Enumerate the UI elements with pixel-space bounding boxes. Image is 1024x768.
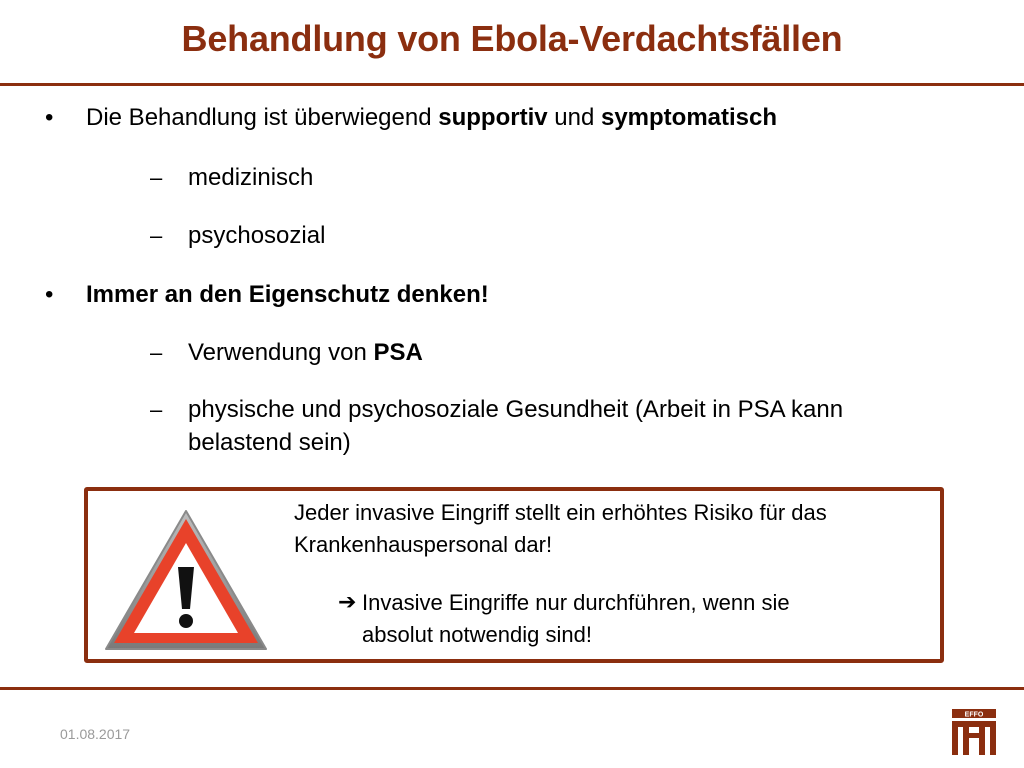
title-divider xyxy=(0,83,1024,86)
warning-triangle-icon xyxy=(102,507,270,655)
sub-bullet-text-line: belastend sein) xyxy=(188,429,351,456)
footer-date: 01.08.2017 xyxy=(60,726,131,742)
sub-bullet-text-line: physische und psychosoziale Gesundheit (Arbeit in PSA kann xyxy=(188,396,844,423)
bullet-text-bold: supportiv xyxy=(438,104,548,131)
sub-bullet-marker: – xyxy=(150,223,163,248)
footer-divider xyxy=(0,687,1024,690)
callout-line: Invasive Eingriffe nur durchführen, wenn sie xyxy=(362,590,790,615)
bullet-marker: • xyxy=(45,104,54,131)
slide-title: Behandlung von Ebola-Verdachtsfällen xyxy=(181,18,843,59)
callout-conclusion xyxy=(362,587,922,651)
sub-bullet-marker: – xyxy=(150,397,163,422)
bullet-text-part: und xyxy=(547,104,601,131)
logo-text: EFFO xyxy=(964,711,984,719)
bullet-text-bold: Immer an den Eigenschutz denken! xyxy=(86,281,489,308)
sub-bullet-text: psychosozial xyxy=(188,222,326,249)
bullet-text xyxy=(86,101,986,134)
effo-logo xyxy=(948,706,1000,758)
sub-bullet-marker: – xyxy=(150,340,163,365)
bullet-text xyxy=(86,278,986,311)
sub-bullet-text: medizinisch xyxy=(188,164,314,191)
bullet-text-part: Die Behandlung ist überwiegend xyxy=(86,104,439,131)
callout-text xyxy=(294,497,934,561)
warning-callout-box xyxy=(84,487,944,663)
bullet-text-bold: symptomatisch xyxy=(600,104,778,131)
bullet-marker: • xyxy=(45,281,54,308)
sub-bullet-text-part: Verwendung von xyxy=(188,339,374,366)
sub-bullet-marker: – xyxy=(150,165,163,190)
callout-line: Jeder invasive Eingriff stellt ein erhöhtes Risiko für das xyxy=(294,500,827,525)
sub-bullet-text-bold: PSA xyxy=(373,339,423,366)
sub-bullet-text xyxy=(188,393,968,459)
callout-line: absolut notwendig sind! xyxy=(362,622,592,647)
callout-line: Krankenhauspersonal dar! xyxy=(294,532,553,557)
arrow-right-icon: ➔ xyxy=(338,590,357,615)
sub-bullet-text xyxy=(188,336,968,369)
